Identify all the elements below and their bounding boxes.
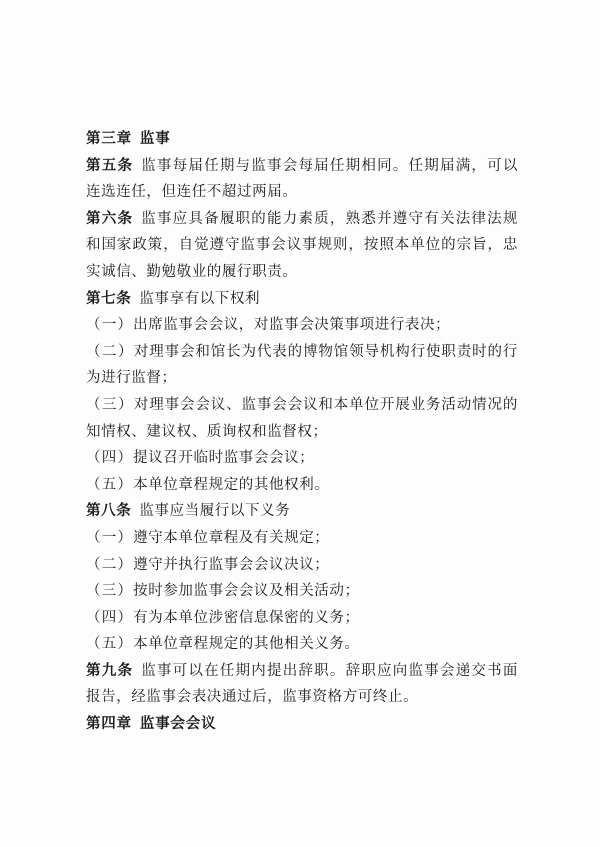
list-number: （一）: [86, 529, 134, 546]
list-number: （四）: [86, 609, 134, 626]
list-text: 按时参加监事会会议及相关活动；: [133, 583, 360, 600]
article-text: 监事应当履行以下义务: [139, 503, 291, 520]
list-item: [86, 605, 518, 632]
chapter-title: 监事: [139, 131, 171, 147]
article-7-line-1: [86, 286, 518, 313]
list-number: （二）: [86, 343, 134, 360]
list-item: [86, 392, 518, 419]
article-9-line-1: [86, 658, 518, 685]
article-5-line-1: [86, 153, 518, 180]
list-number: （二）: [86, 556, 134, 573]
article-label: 第六条: [86, 210, 134, 227]
list-text: 本单位章程规定的其他相关义务。: [133, 636, 360, 653]
list-item: [86, 525, 518, 552]
list-item: [86, 552, 518, 579]
document-body: [86, 126, 518, 738]
list-item: [86, 445, 518, 472]
article-label: 第七条: [86, 290, 132, 307]
list-text: 遵守并执行监事会会议决议；: [133, 556, 330, 573]
article-6-line-1: [86, 206, 518, 233]
chapter-heading-3: [86, 126, 518, 153]
chapter-label: 第三章: [86, 131, 132, 147]
list-item: [86, 339, 518, 366]
article-8-line-1: [86, 498, 518, 525]
list-number: （三）: [86, 583, 134, 600]
article-text: 监事应具备履职的能力素质，熟悉并遵守有关法律法规: [141, 210, 518, 227]
chapter-heading-4: [86, 711, 518, 738]
list-text: 对理事会和馆长为代表的博物馆领导机构行使职责时的行: [133, 343, 518, 360]
article-6-line-3: 实诚信、勤勉敬业的履行职责。: [86, 263, 298, 280]
list-number: （五）: [86, 636, 134, 653]
list-text: 出席监事会会议，对监事会决策事项进行表决；: [133, 317, 451, 334]
list-number: （五）: [86, 476, 134, 493]
list-item: [86, 312, 518, 339]
article-6-line-2: 和国家政策，自觉遵守监事会议事规则，按照本单位的宗旨，忠: [86, 237, 518, 254]
list-text: 有为本单位涉密信息保密的义务；: [133, 609, 360, 626]
article-text: 监事可以在任期内提出辞职。辞职应向监事会递交书面: [141, 662, 518, 679]
list-item: [86, 472, 518, 499]
list-text: 对理事会会议、监事会会议和本单位开展业务活动情况的: [133, 396, 518, 413]
list-item: [86, 631, 518, 658]
article-5-line-2: 连选连任，但连任不超过两届。: [86, 184, 298, 201]
article-label: 第五条: [86, 157, 134, 174]
list-item-continuation: 知情权、建议权、质询权和监督权；: [86, 423, 328, 440]
article-text: 监事每届任期与监事会每届任期相同。任期届满，可以: [141, 157, 518, 174]
article-9-line-2: 报告，经监事会表决通过后，监事资格方可终止。: [86, 689, 419, 706]
list-number: （四）: [86, 450, 134, 467]
list-text: 本单位章程规定的其他权利。: [133, 476, 330, 493]
list-number: （一）: [86, 317, 134, 334]
chapter-label: 第四章: [86, 716, 132, 733]
list-item: [86, 578, 518, 605]
chapter-title: 监事会会议: [139, 716, 217, 733]
article-label: 第九条: [86, 662, 134, 679]
article-label: 第八条: [86, 503, 132, 520]
article-text: 监事享有以下权利: [139, 290, 261, 307]
list-text: 遵守本单位章程及有关规定；: [133, 529, 330, 546]
list-number: （三）: [86, 396, 134, 413]
list-item-continuation: 为进行监督；: [86, 370, 177, 387]
list-text: 提议召开临时监事会会议；: [133, 450, 315, 467]
